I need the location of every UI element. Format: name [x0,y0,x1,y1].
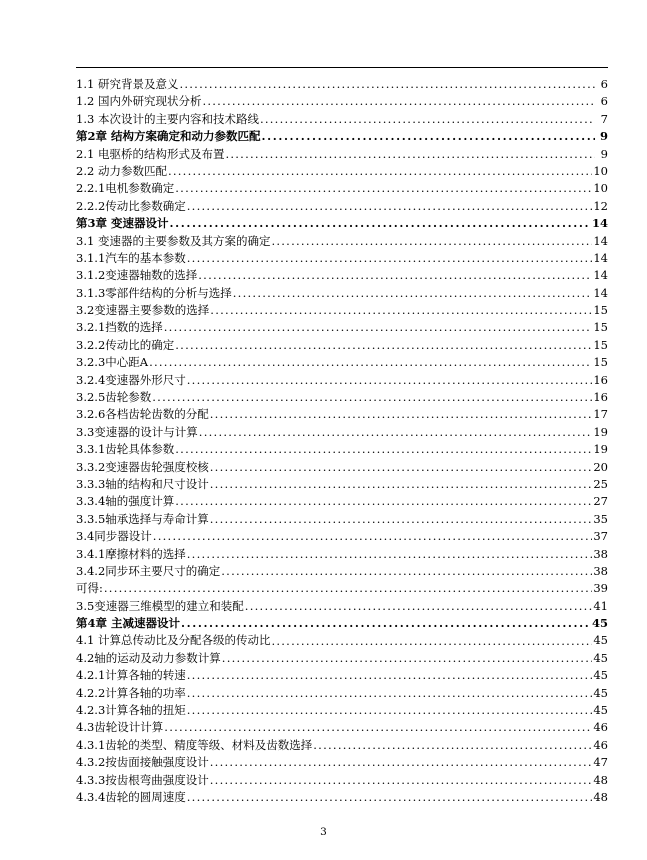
toc-dot-leader [225,146,595,163]
toc-entry-label: 3.3.1齿轮具体参数 [76,442,175,457]
toc-entry[interactable] [76,580,608,597]
toc-dot-leader [313,737,592,754]
toc-entry-label: 3.2.4变速器外形尺寸 [76,372,186,387]
toc-entry[interactable] [76,233,608,250]
toc-entry-label: 3.1.2变速器轴数的选择 [76,268,198,283]
toc-dot-leader [210,302,592,319]
toc-entry[interactable] [76,511,608,528]
toc-entry[interactable] [76,719,608,736]
toc-entry-page: 10 [593,163,608,178]
toc-entry-label: 3.3.3轴的结构和尺寸设计 [76,476,209,491]
toc-entry[interactable] [76,772,608,789]
toc-entry-page: 47 [593,755,608,770]
toc-dot-leader [175,337,592,354]
toc-entry-page: 14 [593,285,608,300]
toc-dot-leader [153,528,593,545]
toc-dot-leader [210,511,593,528]
toc-entry[interactable] [76,337,608,354]
toc-entry-label: 第2章 结构方案确定和动力参数匹配 [76,129,261,144]
toc-entry[interactable] [76,406,608,423]
toc-entry-label: 第3章 变速器设计 [76,216,169,231]
toc-entry[interactable] [76,180,608,197]
toc-entry-label: 3.3.5轴承选择与寿命计算 [76,511,209,526]
table-of-contents [76,76,608,806]
toc-entry[interactable] [76,476,608,493]
toc-entry-label: 可得: [76,581,103,596]
toc-dot-leader [210,754,593,771]
toc-entry-label: 4.2.3计算各轴的扭矩 [76,703,186,718]
toc-entry[interactable] [76,319,608,336]
toc-entry[interactable] [76,685,608,702]
toc-dot-leader [181,615,591,632]
toc-dot-leader [262,128,595,145]
toc-entry-page: 45 [593,650,608,665]
toc-entry[interactable] [76,667,608,684]
toc-chapter-entry[interactable] [76,215,608,232]
toc-entry-page: 9 [600,146,608,161]
toc-dot-leader [210,476,593,493]
toc-entry[interactable] [76,76,608,93]
toc-dot-leader [187,789,593,806]
toc-entry-page: 12 [593,198,608,213]
toc-entry-page: 15 [593,355,608,370]
toc-entry-page: 16 [593,390,608,405]
toc-entry-label: 3.1.1汽车的基本参数 [76,250,186,265]
toc-dot-leader [179,76,595,93]
toc-dot-leader [104,580,592,597]
toc-entry[interactable] [76,702,608,719]
toc-entry-page: 14 [591,216,608,231]
toc-dot-leader [260,111,595,128]
toc-dot-leader [170,215,591,232]
toc-entry-page: 48 [593,790,608,804]
toc-entry-page: 14 [593,233,608,248]
toc-entry-page: 37 [593,529,608,544]
toc-entry-label: 3.3.4轴的强度计算 [76,494,175,509]
toc-entry-page: 38 [593,546,608,561]
toc-chapter-entry[interactable] [76,128,608,145]
toc-dot-leader [187,372,593,389]
toc-entry-page: 27 [593,494,608,509]
toc-entry[interactable] [76,146,608,163]
toc-entry-page: 19 [593,442,608,457]
toc-entry[interactable] [76,111,608,128]
toc-entry-page: 16 [593,372,608,387]
toc-entry[interactable] [76,598,608,615]
toc-entry-page: 45 [593,668,608,683]
toc-entry[interactable] [76,633,608,650]
toc-entry-label: 4.1 计算总传动比及分配各级的传动比 [76,633,271,648]
toc-entry-label: 1.3 本次设计的主要内容和技术路线 [76,111,259,126]
toc-entry-page: 9 [599,129,608,144]
toc-dot-leader [175,180,592,197]
toc-entry[interactable] [76,546,608,563]
toc-entry[interactable] [76,372,608,389]
toc-entry-label: 4.3齿轮设计计算 [76,720,164,735]
toc-dot-leader [149,354,592,371]
toc-entry-label: 3.1 变速器的主要参数及其方案的确定 [76,233,271,248]
toc-entry-label: 3.1.3零部件结构的分析与选择 [76,285,232,300]
toc-entry-label: 3.4同步器设计 [76,529,152,544]
toc-entry-page: 15 [593,303,608,318]
toc-entry-label: 3.4.2同步环主要尺寸的确定 [76,563,221,578]
toc-dot-leader [187,546,593,563]
toc-entry-label: 3.3变速器的设计与计算 [76,424,198,439]
toc-entry[interactable] [76,250,608,267]
toc-dot-leader [221,563,592,580]
toc-entry-page: 45 [593,703,608,718]
toc-entry-label: 3.2.6各档齿轮齿数的分配 [76,407,209,422]
toc-entry-page: 17 [593,407,608,422]
toc-entry[interactable] [76,198,608,215]
toc-entry-label: 4.3.3按齿根弯曲强度设计 [76,772,209,787]
toc-entry[interactable] [76,424,608,441]
toc-entry[interactable] [76,528,608,545]
toc-dot-leader [175,441,592,458]
toc-entry-page: 45 [593,685,608,700]
toc-entry-page: 46 [593,720,608,735]
toc-entry-label: 1.1 研究背景及意义 [76,76,179,91]
toc-entry-page: 41 [593,598,608,613]
toc-dot-leader [271,633,592,650]
toc-dot-leader [202,93,595,110]
toc-entry-page: 15 [593,337,608,352]
toc-entry[interactable] [76,354,608,371]
toc-dot-leader [175,493,592,510]
toc-entry[interactable] [76,302,608,319]
toc-dot-leader [187,667,593,684]
toc-entry-label: 4.2.1计算各轴的转速 [76,668,186,683]
toc-dot-leader [187,250,593,267]
toc-dot-leader [187,685,593,702]
toc-entry-label: 第4章 主减速器设计 [76,616,181,631]
toc-entry-label: 3.4.1摩擦材料的选择 [76,546,186,561]
header-rule [76,67,608,68]
toc-entry-page: 45 [593,633,608,648]
toc-entry-page: 35 [593,511,608,526]
toc-entry-page: 19 [593,424,608,439]
toc-entry[interactable] [76,389,608,406]
toc-dot-leader [233,285,593,302]
toc-entry-label: 4.3.2按齿面接触强度设计 [76,755,209,770]
toc-entry-label: 1.2 国内外研究现状分析 [76,94,202,109]
toc-dot-leader [164,719,592,736]
toc-entry-label: 4.3.1齿轮的类型、精度等级、材料及齿数选择 [76,737,313,752]
toc-entry-page: 20 [593,459,608,474]
toc-dot-leader [198,267,592,284]
toc-dot-leader [271,233,592,250]
toc-entry[interactable] [76,459,608,476]
toc-entry[interactable] [76,267,608,284]
toc-entry-page: 25 [593,476,608,491]
toc-entry-label: 4.2轴的运动及动力参数计算 [76,650,221,665]
toc-entry-label: 2.1 电驱桥的结构形式及布置 [76,146,225,161]
toc-entry-label: 3.2变速器主要参数的选择 [76,303,210,318]
toc-entry-page: 14 [593,250,608,265]
toc-entry-page: 10 [593,181,608,196]
toc-entry-label: 3.2.1挡数的选择 [76,320,163,335]
toc-entry-page: 39 [593,581,608,596]
toc-entry[interactable] [76,493,608,510]
toc-dot-leader [210,459,593,476]
toc-entry-page: 46 [593,737,608,752]
toc-dot-leader [187,702,593,719]
toc-chapter-entry[interactable] [76,615,608,632]
toc-dot-leader [164,319,593,336]
toc-entry-label: 3.2.5齿轮参数 [76,390,152,405]
toc-entry-page: 14 [593,268,608,283]
toc-entry-label: 2.2.2传动比参数确定 [76,198,186,213]
toc-entry[interactable] [76,650,608,667]
toc-dot-leader [199,424,593,441]
toc-entry-label: 3.5变速器三维模型的建立和装配 [76,598,244,613]
toc-entry[interactable] [76,93,608,110]
toc-entry[interactable] [76,737,608,754]
toc-entry-label: 4.3.4齿轮的圆周速度 [76,790,186,804]
toc-entry[interactable] [76,789,608,806]
toc-entry-label: 3.3.2变速器齿轮强度校核 [76,459,209,474]
toc-entry-label: 4.2.2计算各轴的功率 [76,685,186,700]
toc-entry-page: 7 [600,111,608,126]
toc-entry-page: 6 [600,94,608,109]
toc-entry[interactable] [76,163,608,180]
toc-entry-page: 48 [593,772,608,787]
toc-entry[interactable] [76,441,608,458]
toc-entry[interactable] [76,563,608,580]
toc-entry[interactable] [76,285,608,302]
toc-dot-leader [210,406,593,423]
toc-dot-leader [222,650,593,667]
toc-entry-page: 15 [593,320,608,335]
toc-entry-label: 3.2.3中心距A [76,355,149,370]
toc-entry-label: 2.2.1电机参数确定 [76,181,175,196]
page-number: 3 [320,826,327,838]
toc-dot-leader [210,772,593,789]
toc-entry-label: 3.2.2传动比的确定 [76,337,175,352]
toc-entry-label: 2.2 动力参数匹配 [76,163,167,178]
toc-dot-leader [152,389,592,406]
toc-dot-leader [168,163,592,180]
toc-entry-page: 6 [600,76,608,91]
toc-entry-page: 38 [593,563,608,578]
toc-dot-leader [187,198,593,215]
toc-entry-page: 45 [591,616,608,631]
toc-entry[interactable] [76,754,608,771]
toc-dot-leader [245,598,593,615]
